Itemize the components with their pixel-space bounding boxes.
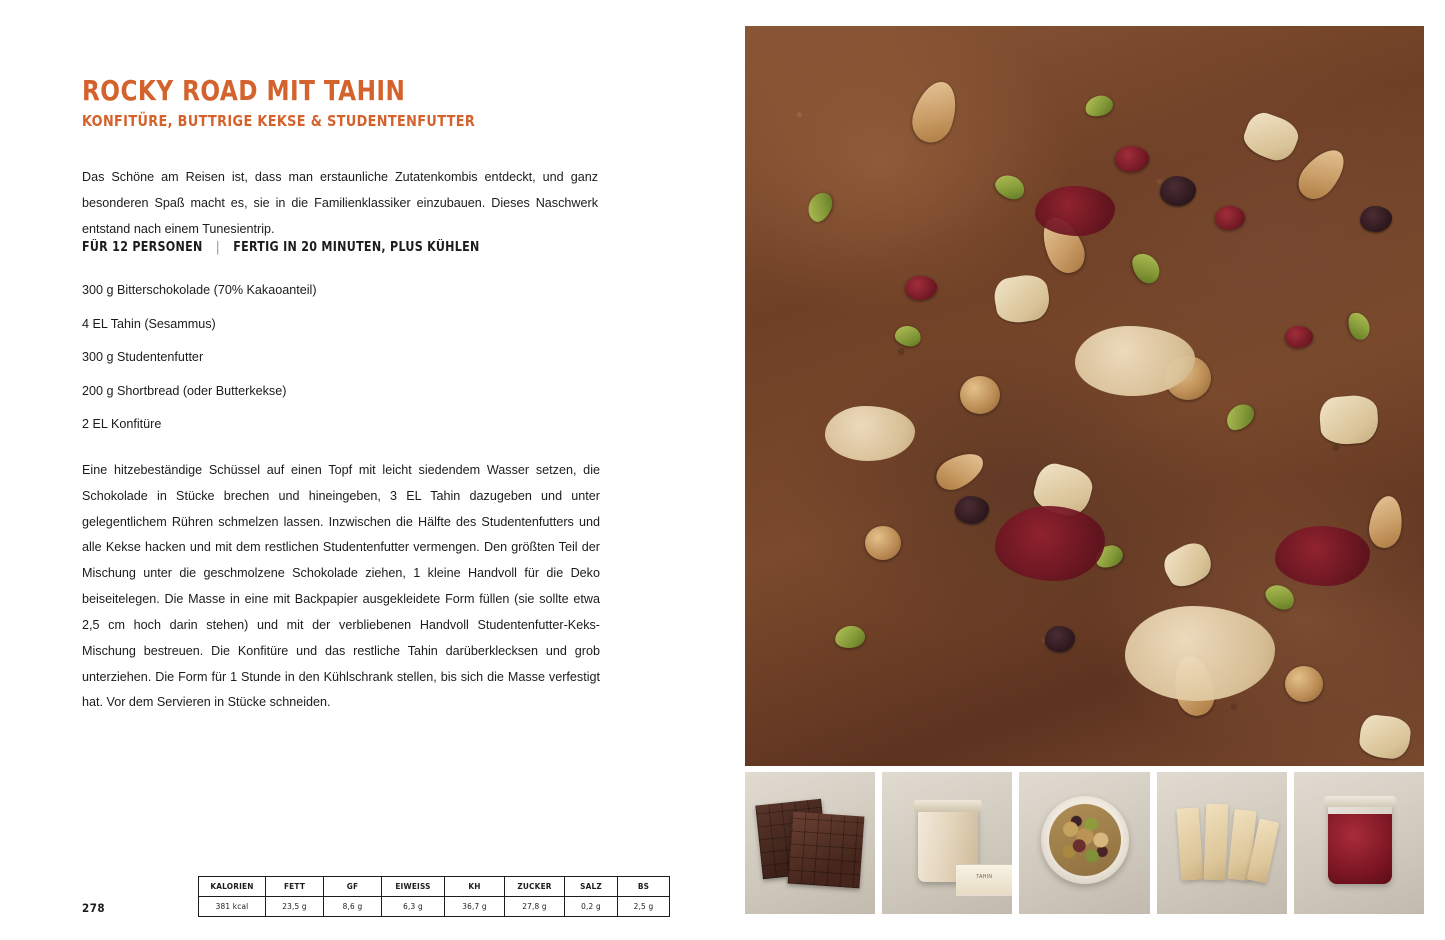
list-item: 300 g Bitterschokolade (70% Kakaoanteil) bbox=[82, 283, 317, 297]
table-row bbox=[199, 897, 670, 917]
shortbread-finger bbox=[1203, 804, 1228, 881]
jar-label bbox=[956, 864, 1012, 896]
hazelnut-piece bbox=[865, 526, 901, 560]
hazelnut-piece bbox=[960, 376, 1000, 414]
recipe-method: Eine hitzebeständige Schüssel auf einen Topf mit leicht siedendem Wasser setzen, die Schokolade in Stücke brechen und hineingeben, 3 EL Tahin dazugeben und unter gelegentlichem Rühren schmelzen lassen. Inzwischen die Hälfte des Studentenfutters und alle Kekse hacken und mit dem restlichen Studentenfutter vermengen. Den größten Teil der Mischung unter die geschmolzene Schokolade ziehen, 1 kleine Handvoll für die Deko beiseitelegen. Die Masse in eine mit Backpapier ausgekleidete Form füllen (sie sollte etwa 2,5 cm hoch darin stehen) und mit der verbliebenen Handvoll Studentenfutter-Keks-Mischung bestreuen. Die Konfitüre und das restliche Tahin darüberklecksen und grob unterziehen. Die Form für 1 Stunde in den Kühlschrank stellen, bis sich die Masse verfestigt hat. Vor dem Servieren in Stücke schneiden. bbox=[82, 463, 600, 710]
list-item: 300 g Studentenfutter bbox=[82, 350, 204, 365]
meta-separator: | bbox=[215, 240, 220, 255]
jam-swirl bbox=[1035, 186, 1115, 236]
thumbnail-chocolate bbox=[745, 772, 875, 914]
table-header-cell: ZUCKER bbox=[505, 877, 565, 897]
recipe-meta bbox=[82, 240, 480, 255]
table-cell: 2,5 g bbox=[618, 897, 670, 917]
table-cell: 8,6 g bbox=[324, 897, 382, 917]
jam-fill bbox=[1328, 814, 1392, 884]
tahini-jar-icon bbox=[918, 806, 993, 882]
thumbnail-strip bbox=[745, 772, 1424, 914]
table-header-cell: KH bbox=[445, 877, 505, 897]
chocolate-texture bbox=[745, 26, 1424, 766]
table-header-cell: BS bbox=[618, 877, 670, 897]
table-cell: 36,7 g bbox=[445, 897, 505, 917]
right-page bbox=[724, 0, 1445, 940]
jar-lid bbox=[914, 800, 982, 812]
shortbread-finger bbox=[1176, 807, 1203, 880]
table-cell: 6,3 g bbox=[382, 897, 445, 917]
jam-swirl bbox=[1275, 526, 1370, 586]
table-header-cell: GF bbox=[324, 877, 382, 897]
hero-photo bbox=[745, 26, 1424, 766]
list-item: 200 g Shortbread (oder Butterkekse) bbox=[82, 383, 287, 398]
servings-label: FÜR 12 PERSONEN bbox=[82, 240, 203, 255]
table-header-cell: KALORIEN bbox=[199, 877, 266, 897]
thumbnail-shortbread bbox=[1157, 772, 1287, 914]
list-item: 4 EL Tahin (Sesammus) bbox=[82, 316, 216, 331]
list-item: 2 EL Konfitüre bbox=[82, 417, 162, 432]
nutrition-table bbox=[198, 876, 670, 917]
thumbnail-jam bbox=[1294, 772, 1424, 914]
thumbnail-trail-mix bbox=[1019, 772, 1149, 914]
ingredient-list bbox=[82, 284, 602, 452]
jam-jar-icon bbox=[1328, 800, 1392, 884]
table-cell: 0,2 g bbox=[565, 897, 618, 917]
recipe-subtitle: KONFITÜRE, BUTTRIGE KEKSE & STUDENTENFUTTER bbox=[82, 112, 476, 130]
page-title: ROCKY ROAD MIT TAHIN bbox=[82, 74, 406, 107]
jam-swirl bbox=[995, 506, 1105, 581]
table-header-cell: FETT bbox=[266, 877, 324, 897]
table-cell: 381 kcal bbox=[199, 897, 266, 917]
jar-label-text: TAHIN bbox=[976, 874, 993, 880]
table-row bbox=[199, 877, 670, 897]
table-cell: 27,8 g bbox=[505, 897, 565, 917]
page-number: 278 bbox=[82, 901, 106, 915]
recipe-intro: Das Schöne am Reisen ist, dass man erstaunliche Zutatenkombis entdeckt, und ganz besonderen Spaß macht es, sie in die Familienklassiker einzubauen. Dieses Naschwerk entstand nach einem Tunesientrip. bbox=[82, 170, 598, 236]
table-header-cell: SALZ bbox=[565, 877, 618, 897]
bowl-icon bbox=[1041, 796, 1129, 884]
time-label: FERTIG IN 20 MINUTEN, PLUS KÜHLEN bbox=[233, 240, 480, 255]
thumbnail-tahini bbox=[882, 772, 1012, 914]
table-header-cell: EIWEISS bbox=[382, 877, 445, 897]
trail-mix bbox=[1049, 804, 1121, 876]
hazelnut-piece bbox=[1285, 666, 1323, 702]
table-cell: 23,5 g bbox=[266, 897, 324, 917]
jam-jar-rim bbox=[1324, 796, 1396, 807]
chocolate-bar-icon bbox=[788, 812, 865, 889]
